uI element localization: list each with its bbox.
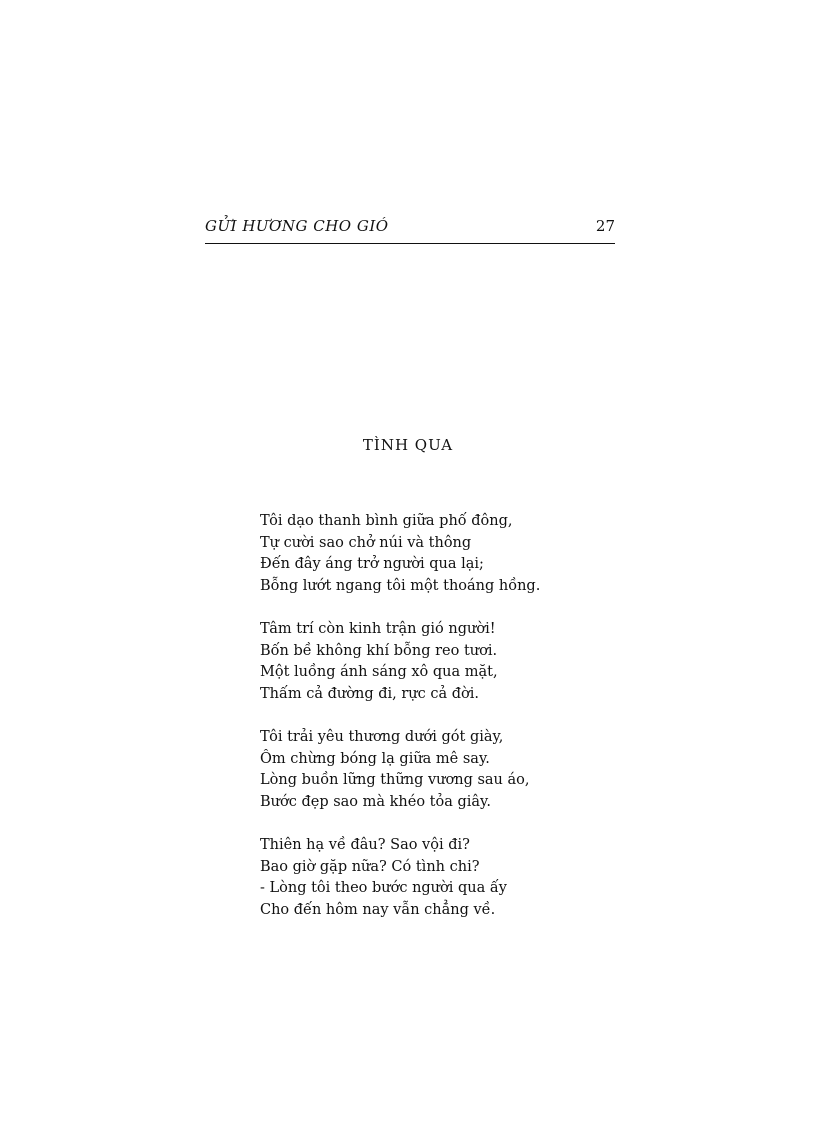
poem-line: Tôi trải yêu thương dưới gót giày, xyxy=(260,729,504,745)
poem-line: Thiên hạ về đâu? Sao vội đi? xyxy=(260,837,470,853)
running-title: GỬI HƯƠNG CHO GIÓ xyxy=(205,217,389,235)
poem-body xyxy=(260,511,620,943)
poem-line: Đến đây áng trở người qua lại; xyxy=(260,556,484,572)
poem-line: Lòng buồn lững thững vương sau áo, xyxy=(260,772,530,788)
poem-line: Bao giờ gặp nữa? Có tình chi? xyxy=(260,858,480,875)
poem-line: Cho đến hôm nay vẫn chẳng về. xyxy=(260,901,496,918)
stanza-1 xyxy=(260,511,620,597)
poem-title: TÌNH QUA xyxy=(362,436,454,454)
poem-line: Tự cười sao chở núi và thông xyxy=(260,534,472,551)
poem-line: - Lòng tôi theo bước người qua ấy xyxy=(260,880,507,896)
poem-line: Tâm trí còn kinh trận gió người! xyxy=(260,621,496,637)
stanza-3 xyxy=(260,727,620,813)
poem-line: Ôm chừng bóng lạ giữa mê say. xyxy=(260,750,490,767)
page-number: 27 xyxy=(595,217,615,235)
poem-line: Bốn bề không khí bỗng reo tươi. xyxy=(260,642,498,659)
poem-line: Tôi dạo thanh bình giữa phố đông, xyxy=(260,513,513,529)
stanza-4 xyxy=(260,835,620,921)
stanza-2 xyxy=(260,619,620,705)
poem-line: Bỗng lướt ngang tôi một thoáng hồng. xyxy=(260,577,541,594)
running-header xyxy=(205,215,615,244)
poem-line: Thấm cả đường đi, rực cả đời. xyxy=(260,685,479,702)
poem-line: Một luồng ánh sáng xô qua mặt, xyxy=(260,664,498,680)
poem-line: Bước đẹp sao mà khéo tỏa giây. xyxy=(260,793,491,810)
